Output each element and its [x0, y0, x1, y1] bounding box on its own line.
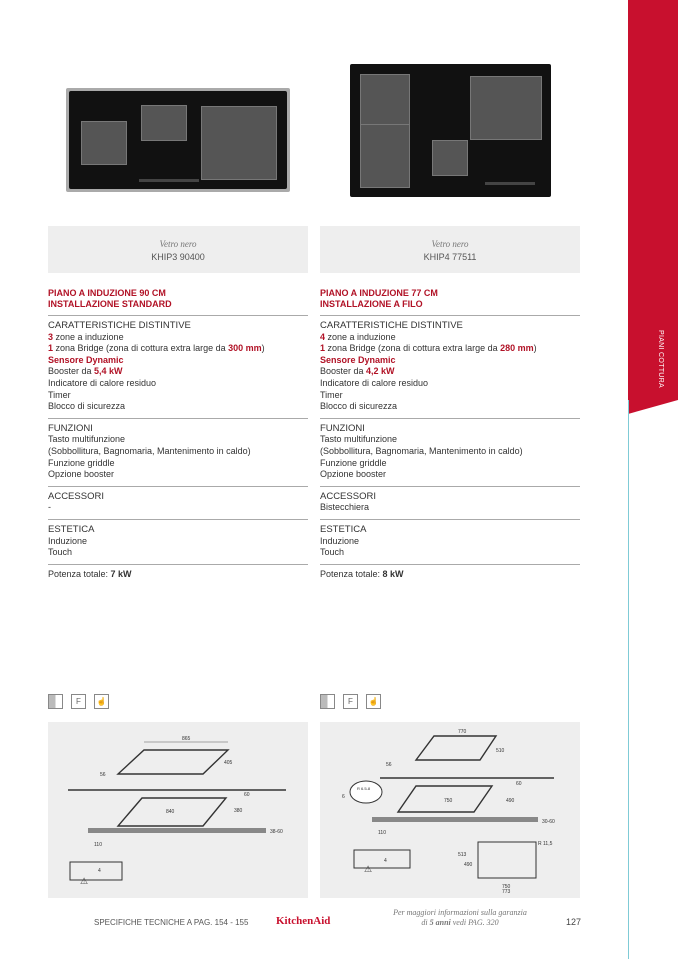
- product-subtitle: INSTALLAZIONE STANDARD: [48, 299, 172, 309]
- icon-row-1: [48, 694, 109, 709]
- product-subtitle: INSTALLAZIONE A FILO: [320, 299, 423, 309]
- touch-hand-icon: ☝: [366, 694, 381, 709]
- product-title: PIANO A INDUZIONE 77 CM: [320, 288, 438, 298]
- dim-label: 4: [384, 858, 387, 864]
- accessories-heading: ACCESSORI: [320, 490, 376, 502]
- cooking-zone: [432, 140, 468, 176]
- hob-glass: [350, 64, 551, 197]
- product-title: PIANO A INDUZIONE 90 CM: [48, 288, 166, 298]
- counter-top: [372, 817, 538, 822]
- dim-label: 405: [224, 760, 233, 766]
- caption-material: Vetro nero: [159, 239, 197, 249]
- accessories-value: -: [48, 502, 51, 513]
- feature-sensor: Sensore Dynamic: [320, 354, 396, 365]
- cooking-zone: [201, 106, 277, 180]
- footer-specs: SPECIFICHE TECNICHE A PAG. 154 - 155: [94, 918, 249, 927]
- function-item: (Sobbollitura, Bagnomaria, Mantenimento in caldo): [320, 445, 523, 456]
- warning-icon: ⚠: [80, 876, 89, 886]
- dim-label: 490: [506, 798, 515, 804]
- technical-drawing-2: [320, 722, 580, 898]
- touch-hand-icon: ☝: [94, 694, 109, 709]
- cooking-zone: [81, 121, 127, 165]
- features-heading: CARATTERISTICHE DISTINTIVE: [48, 320, 191, 331]
- dim-label: 38-60: [270, 829, 283, 835]
- feature-bridge: 1 zona Bridge (zona di cottura extra large da 280 mm): [320, 343, 537, 354]
- caption-material: Vetro nero: [431, 239, 469, 249]
- feature-timer: Timer: [320, 389, 343, 400]
- accessories-heading: ACCESSORI: [48, 490, 104, 502]
- feature-zones: 4 zone a induzione: [320, 331, 396, 342]
- feature-bridge: 1 zona Bridge (zona di cottura extra large da 300 mm): [48, 343, 265, 354]
- page-edge-rule: [628, 400, 629, 959]
- caption-box-1: [48, 226, 308, 273]
- dim-label: 770: [458, 729, 467, 735]
- feature-sensor: Sensore Dynamic: [48, 354, 124, 365]
- function-item: Tasto multifunzione: [320, 434, 398, 445]
- cooking-zone: [470, 76, 542, 140]
- feature-booster: Booster da 4,2 kW: [320, 366, 395, 377]
- cooking-zone: [141, 105, 187, 141]
- product-photo-2: [350, 64, 551, 197]
- divider: [320, 418, 580, 419]
- functions-heading: FUNZIONI: [48, 422, 93, 434]
- dim-label: 773: [502, 889, 511, 895]
- energy-label-icon: [320, 694, 335, 709]
- divider: [320, 486, 580, 487]
- feature-booster: Booster da 5,4 kW: [48, 366, 123, 377]
- dim-label: 56: [100, 772, 106, 778]
- function-item: Tasto multifunzione: [48, 434, 126, 445]
- dim-label: 6: [342, 794, 345, 800]
- dim-label: 840: [166, 809, 175, 815]
- caption-code: KHIP3 90400: [151, 252, 205, 262]
- dim-label: R 11,5: [538, 841, 553, 847]
- divider: [48, 564, 308, 565]
- hob-top-outline: [416, 736, 496, 760]
- function-item: Opzione booster: [320, 469, 387, 480]
- counter-top: [88, 828, 266, 833]
- hob-glass: [69, 91, 287, 189]
- control-strip: [139, 179, 199, 182]
- feature-timer: Timer: [48, 389, 71, 400]
- cooking-zone: [360, 124, 410, 188]
- total-power: Potenza totale: 7 kW: [48, 568, 132, 579]
- dim-label: 865: [182, 736, 191, 742]
- control-strip: [485, 182, 535, 185]
- dim-label: 56: [386, 762, 392, 768]
- dim-label: 30-60: [542, 819, 555, 825]
- spec-column-2: [320, 288, 580, 580]
- aesthetic-heading: ESTETICA: [320, 523, 367, 535]
- divider: [48, 519, 308, 520]
- divider: [320, 564, 580, 565]
- divider: [320, 519, 580, 520]
- function-f-icon: F: [71, 694, 86, 709]
- hob-top-outline: [118, 750, 228, 774]
- accessories-value: Bistecchiera: [320, 502, 370, 513]
- icon-row-2: [320, 694, 381, 709]
- dim-label: 4: [98, 868, 101, 874]
- caption-code: KHIP4 77511: [423, 252, 477, 262]
- feature-indicator: Indicatore di calore residuo: [48, 377, 157, 388]
- section-tab-label: PIANI COTTURA: [657, 330, 664, 388]
- dim-label: 490: [464, 862, 473, 868]
- dim-label: 110: [378, 830, 386, 836]
- feature-zones: 3 zone a induzione: [48, 331, 124, 342]
- energy-label-icon: [48, 694, 63, 709]
- divider: [48, 315, 308, 316]
- dim-label: 510: [496, 748, 505, 754]
- caption-box-2: [320, 226, 580, 273]
- page-number: 127: [566, 917, 582, 927]
- dim-label: 750: [444, 798, 453, 804]
- feature-indicator: Indicatore di calore residuo: [320, 377, 429, 388]
- function-item: Opzione booster: [48, 469, 115, 480]
- corner-detail: [350, 781, 382, 803]
- function-item: Funzione griddle: [48, 457, 115, 468]
- vent-detail: [70, 862, 122, 880]
- dim-label: 110: [94, 842, 102, 848]
- vent-detail: [354, 850, 410, 868]
- divider: [320, 315, 580, 316]
- total-power: Potenza totale: 8 kW: [320, 568, 404, 579]
- cutout-plan: [478, 842, 536, 878]
- brand-logo: KitchenAid: [276, 915, 331, 927]
- technical-drawing-1: [48, 722, 308, 898]
- function-f-icon: F: [343, 694, 358, 709]
- aesthetic-item: Touch: [320, 547, 345, 558]
- aesthetic-item: Induzione: [320, 535, 360, 546]
- aesthetic-heading: ESTETICA: [48, 523, 95, 535]
- features-heading: CARATTERISTICHE DISTINTIVE: [320, 320, 463, 331]
- product-photo-1: [66, 88, 290, 192]
- feature-lock: Blocco di sicurezza: [320, 401, 398, 412]
- dim-label: 513: [458, 852, 467, 858]
- aesthetic-item: Induzione: [48, 535, 88, 546]
- function-item: Funzione griddle: [320, 457, 387, 468]
- feature-lock: Blocco di sicurezza: [48, 401, 126, 412]
- function-item: (Sobbollitura, Bagnomaria, Mantenimento in caldo): [48, 445, 251, 456]
- dim-label: R 6.5-8: [357, 786, 371, 791]
- spec-column-1: [48, 288, 308, 580]
- warranty-note: Per maggiori informazioni sulla garanzia di 5 anni vedi PAG. 320: [393, 908, 527, 927]
- functions-heading: FUNZIONI: [320, 422, 365, 434]
- divider: [48, 486, 308, 487]
- cooking-zone: [360, 74, 410, 126]
- warning-icon: ⚠: [364, 864, 373, 874]
- section-tab-notch: [628, 400, 678, 414]
- dim-label: 60: [244, 792, 250, 798]
- dimension-diagram: [320, 722, 580, 898]
- dim-label: 380: [234, 808, 243, 814]
- aesthetic-item: Touch: [48, 547, 73, 558]
- dim-label: 60: [516, 781, 522, 787]
- dim-label: 750: [502, 884, 511, 890]
- dimension-diagram: [48, 722, 308, 898]
- divider: [48, 418, 308, 419]
